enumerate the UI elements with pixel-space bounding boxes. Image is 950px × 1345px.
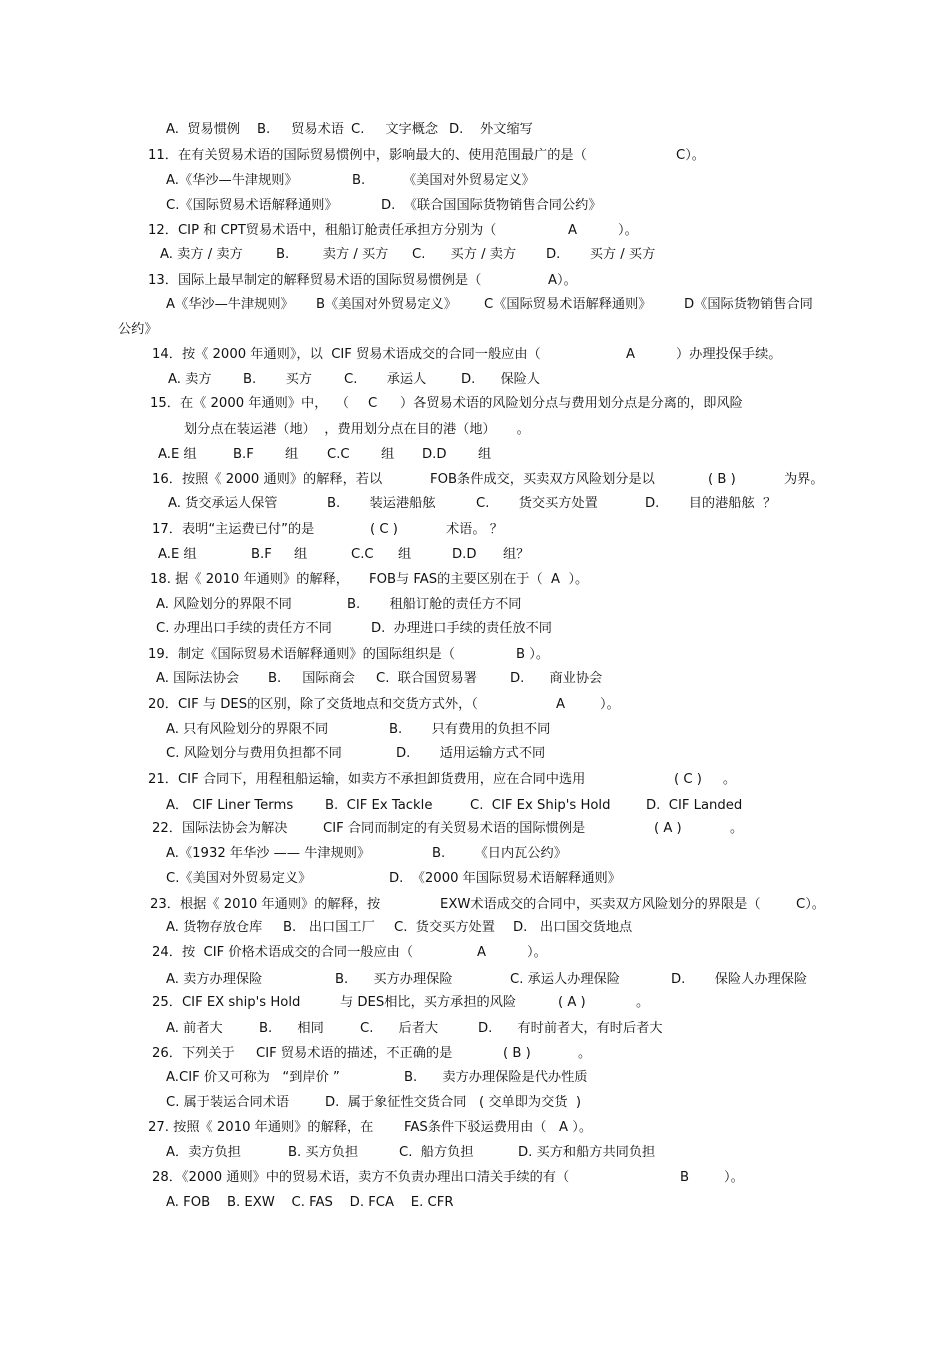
text-segment: C xyxy=(368,396,378,411)
text-segment: ( A ) xyxy=(654,821,682,836)
text-segment: ( B ) xyxy=(503,1046,531,1061)
text-segment: A. 卖方办理保险 xyxy=(166,972,263,987)
text-segment: 组？ xyxy=(503,547,530,562)
text-segment: B xyxy=(680,1170,690,1185)
text-segment: A. 贸易惯例 xyxy=(166,122,241,137)
text-segment: C.《国际贸易术语解释通则》 xyxy=(166,198,338,213)
text-segment: C. 船方负担 xyxy=(399,1145,474,1160)
text-segment: A xyxy=(556,697,566,712)
text-segment: D. 商业协会 xyxy=(510,671,603,686)
text-segment: C. 风险划分与费用负担都不同 xyxy=(166,746,342,761)
text-segment: D. CIF Landed xyxy=(646,798,743,813)
text-line xyxy=(0,570,950,590)
text-segment: CIF 合同而制定的有关贸易术语的国际惯例是 xyxy=(323,821,586,836)
text-line xyxy=(0,819,950,839)
text-segment: D. 出口国交货地点 xyxy=(513,920,633,935)
text-segment: D. 买方和船方共同负担 xyxy=(518,1145,656,1160)
text-segment: ）各贸易术语的风险划分点与费用划分点是分离的，即风险 xyxy=(400,396,743,411)
text-segment: CIF 贸易术语的描述，不正确的是 xyxy=(256,1046,453,1061)
text-segment: A. 只有风险划分的界限不同 xyxy=(166,722,329,737)
text-segment: D. 目的港船舷 ？ xyxy=(645,496,777,511)
text-segment: C.C xyxy=(351,547,374,562)
text-segment: 26．下列关于 xyxy=(152,1046,235,1061)
text-segment: B ）。 xyxy=(516,647,550,662)
text-segment: EXW术语成交的合同中，买卖双方风险划分的界限是（ xyxy=(440,897,761,912)
text-segment: 与 DES相比，买方承担的风险 xyxy=(340,995,517,1010)
text-segment: A.CIF 价又可称为 “到岸价 ” xyxy=(166,1070,340,1085)
text-line xyxy=(0,520,950,540)
text-segment: ）。 xyxy=(527,945,547,960)
text-line xyxy=(0,1143,950,1163)
text-segment: C. CIF Ex Ship's Hold xyxy=(470,798,611,813)
text-segment: ）办理投保手续。 xyxy=(676,347,782,362)
text-segment: 11．在有关贸易术语的国际贸易惯例中，影响最大的、使用范围最广的是（ xyxy=(148,148,587,163)
text-segment: A《华沙—牛津规则》 xyxy=(166,297,294,312)
text-line xyxy=(0,1019,950,1039)
text-segment: A．卖方负担 xyxy=(166,1145,241,1160)
text-segment: ( A ) xyxy=(558,995,586,1010)
text-line xyxy=(0,1168,950,1188)
text-line xyxy=(0,345,950,365)
text-line xyxy=(0,394,950,414)
text-segment: D. 《联合国国际货物销售合同公约》 xyxy=(381,198,602,213)
text-segment: D. 有时前者大，有时后者大 xyxy=(478,1021,663,1036)
text-line xyxy=(0,245,950,265)
text-segment: 21．CIF 合同下，用程租船运输，如卖方不承担卸货费用，应在合同中选用 xyxy=(148,772,586,787)
text-segment: C. 联合国贸易署 xyxy=(376,671,477,686)
text-segment: D. 买方 / 买方 xyxy=(546,247,656,262)
text-segment: D. 《2000 年国际贸易术语解释通则》 xyxy=(389,871,621,886)
text-segment: A xyxy=(626,347,636,362)
text-segment: 18. 据《 2010 年通则》的解释， xyxy=(150,572,349,587)
text-segment: D. 属于象征性交货合同 ( 交单即为交货 ) xyxy=(325,1095,581,1110)
text-segment: 术语。 ？ xyxy=(446,522,503,537)
text-line xyxy=(0,943,950,963)
text-segment: 组 xyxy=(478,447,492,462)
text-segment: D. 保险人 xyxy=(461,372,541,387)
text-line xyxy=(0,869,950,889)
text-segment: 16．按照《 2000 通则》的解释，若以 xyxy=(152,472,383,487)
text-segment: C. 属于装运合同术语 xyxy=(166,1095,290,1110)
text-segment: C.C xyxy=(327,447,350,462)
text-segment: 为界。 xyxy=(784,472,824,487)
text-segment: C. 承运人 xyxy=(344,372,427,387)
text-segment: C. 货交买方处置 xyxy=(476,496,598,511)
text-segment: B. 装运港船舷 xyxy=(327,496,436,511)
text-segment: B. 买方负担 xyxy=(288,1145,359,1160)
text-segment: D. 办理进口手续的责任放不同 xyxy=(371,621,552,636)
text-line xyxy=(0,695,950,715)
text-line xyxy=(0,720,950,740)
text-segment: A． CIF Liner Terms xyxy=(166,798,294,813)
text-segment: FOB条件成交，买卖双方风险划分是以 xyxy=(430,472,655,487)
text-segment: B.F xyxy=(233,447,254,462)
text-segment: C. 后者大 xyxy=(360,1021,439,1036)
text-segment: D.D xyxy=(452,547,477,562)
text-segment: 25．CIF EX ship's Hold xyxy=(152,995,301,1010)
text-segment: 19．制定《国际贸易术语解释通则》的国际组织是（ xyxy=(148,647,455,662)
text-line xyxy=(0,1118,950,1138)
text-segment: B. 《日内瓦公约》 xyxy=(432,846,567,861)
text-segment: 。 xyxy=(730,821,744,836)
text-line xyxy=(0,196,950,216)
text-segment: B. CIF Ex Tackle xyxy=(325,798,433,813)
text-segment: A. 前者大 xyxy=(166,1021,223,1036)
text-segment: ( B ) xyxy=(708,472,736,487)
text-line xyxy=(0,545,950,565)
text-segment: 24．按 CIF 价格术语成交的合同一般应由（ xyxy=(152,945,414,960)
text-segment: C）。 xyxy=(796,897,825,912)
text-segment: A. FOB B. EXW C. FAS D. FCA E. CFR xyxy=(166,1195,454,1210)
text-segment: 划分点在装运港（地） ，费用划分点在目的港（地） 。 xyxy=(184,422,530,437)
text-line xyxy=(0,171,950,191)
text-segment: 17．表明“主运费已付”的是 xyxy=(152,522,315,537)
text-segment: 13．国际上最早制定的解释贸易术语的国际贸易惯例是（ xyxy=(148,273,482,288)
text-line xyxy=(0,1193,950,1213)
text-segment: ）。 xyxy=(618,223,638,238)
text-line xyxy=(0,844,950,864)
text-line xyxy=(0,1068,950,1088)
text-segment: 12．CIP 和 CPT贸易术语中，租船订舱责任承担方分别为（ xyxy=(148,223,497,238)
text-line xyxy=(0,918,950,938)
text-line xyxy=(0,494,950,514)
text-segment: B. 贸易术语 xyxy=(257,122,344,137)
text-line xyxy=(0,619,950,639)
text-segment: B. 租船订舱的责任方不同 xyxy=(347,597,522,612)
text-segment: A.E 组 xyxy=(158,447,197,462)
text-line xyxy=(0,470,950,490)
text-line xyxy=(0,271,950,291)
text-segment: B. 卖方 / 买方 xyxy=(276,247,389,262)
text-segment: FOB与 FAS的主要区别在于（ A ）。 xyxy=(369,572,589,587)
text-segment: 组 xyxy=(381,447,395,462)
text-segment: 公约》 xyxy=(118,322,158,337)
text-segment: B. 出口国工厂 xyxy=(283,920,375,935)
text-line xyxy=(0,970,950,990)
text-line xyxy=(0,770,950,790)
text-segment: B. 卖方办理保险是代办性质 xyxy=(404,1070,588,1085)
text-line xyxy=(0,445,950,465)
text-segment: FAS条件下驳运费用由（ A ）。 xyxy=(404,1120,593,1135)
text-segment: A. 卖方 / 卖方 xyxy=(160,247,243,262)
text-segment: D. 保险人办理保险 xyxy=(671,972,808,987)
text-segment: B. 买方 xyxy=(243,372,312,387)
text-line xyxy=(0,320,950,340)
text-line xyxy=(0,146,950,166)
text-segment: A.《1932 年华沙 —— 牛津规则》 xyxy=(166,846,371,861)
text-segment: B. 买方办理保险 xyxy=(335,972,453,987)
text-segment: A. 国际法协会 xyxy=(156,671,240,686)
text-line xyxy=(0,221,950,241)
text-segment: 组 xyxy=(294,547,308,562)
text-segment: A.《华沙—牛津规则》 xyxy=(166,173,298,188)
text-segment: A xyxy=(477,945,487,960)
text-segment: B. 相同 xyxy=(259,1021,324,1036)
text-segment: 23．根据《 2010 年通则》的解释，按 xyxy=(150,897,381,912)
text-line xyxy=(0,1044,950,1064)
text-segment: ）。 xyxy=(724,1170,744,1185)
text-line xyxy=(0,895,950,915)
text-segment: A. 风险划分的界限不同 xyxy=(156,597,292,612)
text-segment: D.D xyxy=(422,447,447,462)
text-segment: 28．《2000 通则》中的贸易术语，卖方不负责办理出口清关手续的有（ xyxy=(152,1170,570,1185)
text-segment: ( C ) 。 xyxy=(674,772,737,787)
text-line xyxy=(0,669,950,689)
text-segment: C. 办理出口手续的责任方不同 xyxy=(156,621,332,636)
text-line xyxy=(0,1093,950,1113)
text-segment: C《国际贸易术语解释通则》 xyxy=(484,297,652,312)
text-segment: B. 只有费用的负担不同 xyxy=(389,722,551,737)
text-segment: C）。 xyxy=(676,148,705,163)
text-segment: 15．在《 2000 年通则》中， （ xyxy=(150,396,349,411)
text-segment: A）。 xyxy=(548,273,577,288)
text-segment: 20．CIF 与 DES的区别，除了交货地点和交货方式外，（ xyxy=(148,697,478,712)
text-segment: ( C ) xyxy=(370,522,398,537)
text-line xyxy=(0,420,950,440)
text-line xyxy=(0,645,950,665)
text-segment: 。 xyxy=(636,995,650,1010)
text-segment: C.《美国对外贸易定义》 xyxy=(166,871,312,886)
text-line xyxy=(0,993,950,1013)
text-segment: A.E 组 xyxy=(158,547,197,562)
text-segment: D. 外文缩写 xyxy=(449,122,533,137)
text-line xyxy=(0,120,950,140)
text-line xyxy=(0,595,950,615)
text-segment: 。 xyxy=(578,1046,592,1061)
text-segment: B. 国际商会 xyxy=(268,671,355,686)
text-segment: D. 适用运输方式不同 xyxy=(396,746,546,761)
text-segment: C. 买方 / 卖方 xyxy=(412,247,517,262)
text-segment: 组 xyxy=(398,547,412,562)
text-line xyxy=(0,796,950,816)
text-segment: 27. 按照《 2010 年通则》的解释，在 xyxy=(148,1120,374,1135)
text-segment: A. 货物存放仓库 xyxy=(166,920,263,935)
text-line xyxy=(0,744,950,764)
text-segment: C. 文字概念 xyxy=(351,122,439,137)
text-segment: 组 xyxy=(285,447,299,462)
text-segment: D《国际货物销售合同 xyxy=(684,297,813,312)
text-segment: C. 承运人办理保险 xyxy=(510,972,620,987)
text-segment: B《美国对外贸易定义》 xyxy=(316,297,457,312)
text-segment: 14．按《 2000 年通则》，以 CIF 贸易术语成交的合同一般应由（ xyxy=(152,347,541,362)
text-segment: A. 货交承运人保管 xyxy=(168,496,278,511)
text-segment: C. 货交买方处置 xyxy=(394,920,495,935)
text-line xyxy=(0,370,950,390)
text-segment: ）。 xyxy=(600,697,620,712)
text-segment: B. 《美国对外贸易定义》 xyxy=(352,173,535,188)
text-segment: A xyxy=(568,223,578,238)
text-line xyxy=(0,295,950,315)
text-segment: B.F xyxy=(251,547,272,562)
text-segment: 22．国际法协会为解决 xyxy=(152,821,288,836)
text-segment: A. 卖方 xyxy=(168,372,212,387)
